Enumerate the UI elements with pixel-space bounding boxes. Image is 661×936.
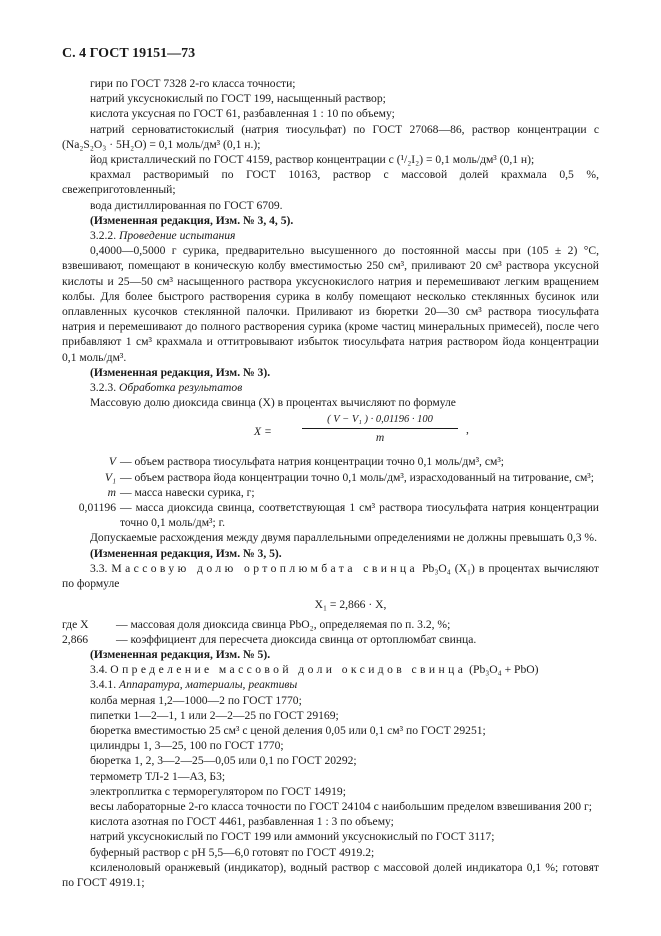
section-title: Обработка результатов (119, 381, 243, 395)
definition-symbol: V₁ (104, 470, 116, 484)
list-item: термометр ТЛ-2 1—А3, Б3; (90, 769, 226, 783)
amendment-note: (Измененная редакция, Изм. № 3, 5). (90, 546, 282, 560)
definition-text: — масса навески сурика, г; (120, 485, 255, 499)
list-item: ксиленоловый оранжевый (индикатор), водный раствор с массовой долей индикатора 0,1 %; готовят по ГОСТ 4919.1; (62, 860, 599, 889)
list-item: буферный раствор с рН 5,5—6,0 готовят по ГОСТ 4919.2; (90, 845, 375, 859)
amendment-note: (Измененная редакция, Изм. № 3, 4, 5). (90, 213, 294, 227)
text-line: вода дистиллированная по ГОСТ 6709. (90, 198, 283, 212)
formula-denominator: m (375, 431, 385, 445)
section-number: 3.4. (90, 663, 108, 677)
definition-row (62, 500, 599, 530)
list-item: весы лабораторные 2-го класса точности по ГОСТ 24104 с наибольшим пределом взвешивания 200 г; (90, 799, 592, 813)
definition-text: — масса диоксида свинца, соответствующая 1 см³ раствора тиосульфата натрия концентрации точно 0,1 моль/дм³; г. (120, 501, 599, 530)
list-item: натрий уксуснокислый по ГОСТ 199 или аммоний уксуснокислый по ГОСТ 3117; (90, 830, 495, 844)
text-line: гири по ГОСТ 7328 2-го класса точности; (90, 77, 296, 90)
section-heading (62, 380, 599, 395)
section-number: 3.2.3. (90, 381, 117, 395)
text-line: крахмал растворимый по ГОСТ 10163, раствор с массовой долей крахмала 0,5 %, свежеприготовленный; (62, 168, 599, 197)
page-header: С. 4 ГОСТ 19151—73 (62, 46, 196, 61)
text-line: натрий уксуснокислый по ГОСТ 199, насыщенный раствор; (90, 92, 386, 106)
paragraph: Допускаемые расхождения между двумя параллельными определениями не должны превышать 0,3 %. (90, 531, 597, 545)
formula-lhs: X = (254, 425, 272, 439)
definition-row (62, 617, 599, 632)
text-line: йод кристаллический по ГОСТ 4159, раствор концентрации c (¹/₂I₂) = 0,1 моль/дм³ (0,1 н); (90, 153, 535, 167)
section-heading (62, 228, 599, 243)
formula-numerator: ( V − V₁ ) · 0,01196 · 100 (327, 414, 433, 426)
definition-symbol: где X (62, 617, 89, 631)
definition-text: — коэффициент для пересчета диоксида свинца от ортоплюмбат свинца. (116, 632, 477, 646)
section-heading (62, 561, 599, 591)
formula-definitions (62, 454, 599, 530)
section-number: 3.4.1. (90, 678, 117, 692)
definition-row (62, 485, 599, 500)
section-title: Аппаратура, материалы, реактивы (119, 678, 298, 692)
definition-symbol: m (107, 485, 116, 499)
paragraph: Массовую долю диоксида свинца (X) в процентах вычисляют по формуле (90, 396, 456, 410)
definition-symbol: 0,01196 (78, 501, 116, 515)
definition-row (62, 632, 599, 647)
definition-row (62, 470, 599, 485)
formula-tail: , (466, 423, 469, 437)
section-heading (62, 677, 599, 692)
list-item: колба мерная 1,2—1000—2 по ГОСТ 1770; (90, 693, 302, 707)
section-heading (62, 662, 599, 677)
list-item: электроплитка с терморегулятором по ГОСТ 14919; (90, 784, 346, 798)
definition-symbol: V (108, 455, 116, 469)
list-item: бюретка 1, 2, 3—2—25—0,05 или 0,1 по ГОСТ 20292; (90, 754, 357, 768)
section-number: 3.2.2. (90, 229, 117, 243)
definition-text: — объем раствора тиосульфата натрия концентрации точно 0,1 моль/дм³, см³; (120, 455, 505, 469)
amendment-note: (Измененная редакция, Изм. № 5). (90, 647, 271, 661)
definition-text: — объем раствора йода концентрации точно 0,1 моль/дм³, израсходованный на титрование, см³; (120, 470, 594, 484)
definition-row (62, 454, 599, 469)
section-title-rest: (Pb₃O₄ + PbO) (469, 663, 539, 677)
formula-dioxide (62, 412, 599, 450)
section-number: 3.3. (90, 561, 108, 575)
formula-orthoplumbate: X₁ = 2,866 · X, (314, 598, 387, 612)
definition-symbol: 2,866 (62, 632, 89, 646)
list-item: цилиндры 1, 3—25, 100 по ГОСТ 1770; (90, 739, 284, 753)
list-item: пипетки 1—2—1, 1 или 2—2—25 по ГОСТ 29169; (90, 708, 339, 722)
section-title: Проведение испытания (119, 229, 236, 243)
text-line: кислота уксусная по ГОСТ 61, разбавленная 1 : 10 по объему; (90, 107, 395, 121)
paragraph: 0,4000—0,5000 г сурика, предварительно высушенного до постоянной массы при (105 ± 2) °С, взвешивают, помещают в коническую колбу вместимостью 250 см³, приливают 20 см³ раствора уксусной кислоты и 25—50 см³ насыщенного раствора уксуснокислого натрия и перемешивают легким вращением колбы. Для более быстрого растворения сурика в колбу помещают несколько стеклянных бусинок или оплавленных кусочков стеклянной палочки. Приливают из бюретки 20—30 см³ раствора тиосульфата натрия и перемешивают до полного растворения сурика (кроме частиц минеральных примесей), после чего прибавляют 1 см³ крахмала и оттитровывают избыток тиосульфата натрия раствором йода концентрации 0,1 моль/дм³. (62, 244, 599, 364)
list-item: кислота азотная по ГОСТ 4461, разбавленная 1 : 3 по объему; (90, 815, 394, 829)
page-content (62, 76, 599, 890)
amendment-note: (Измененная редакция, Изм. № 3). (90, 365, 271, 379)
text-line: натрий серноватистокислый (натрия тиосульфат) по ГОСТ 27068—86, раствор концентрации c (Na₂S₂O₃ · 5H₂O) = 0,1 моль/дм³ (0,1 н.); (62, 122, 599, 151)
section-title-spaced: Массовую долю ортоплюмбата свинца (111, 561, 419, 575)
section-title-spaced: Определение массовой доли оксидов свинца (110, 663, 467, 677)
fraction-bar (302, 428, 458, 429)
definition-text: — массовая доля диоксида свинца PbO₂, определяемая по п. 3.2, %; (116, 617, 451, 631)
section-title-rest: Pb₃O₄ (X₁) в процентах вычисляют по формуле (62, 561, 599, 591)
list-item: бюретка вместимостью 25 см³ с ценой деления 0,05 или 0,1 см³ по ГОСТ 29251; (90, 723, 486, 737)
